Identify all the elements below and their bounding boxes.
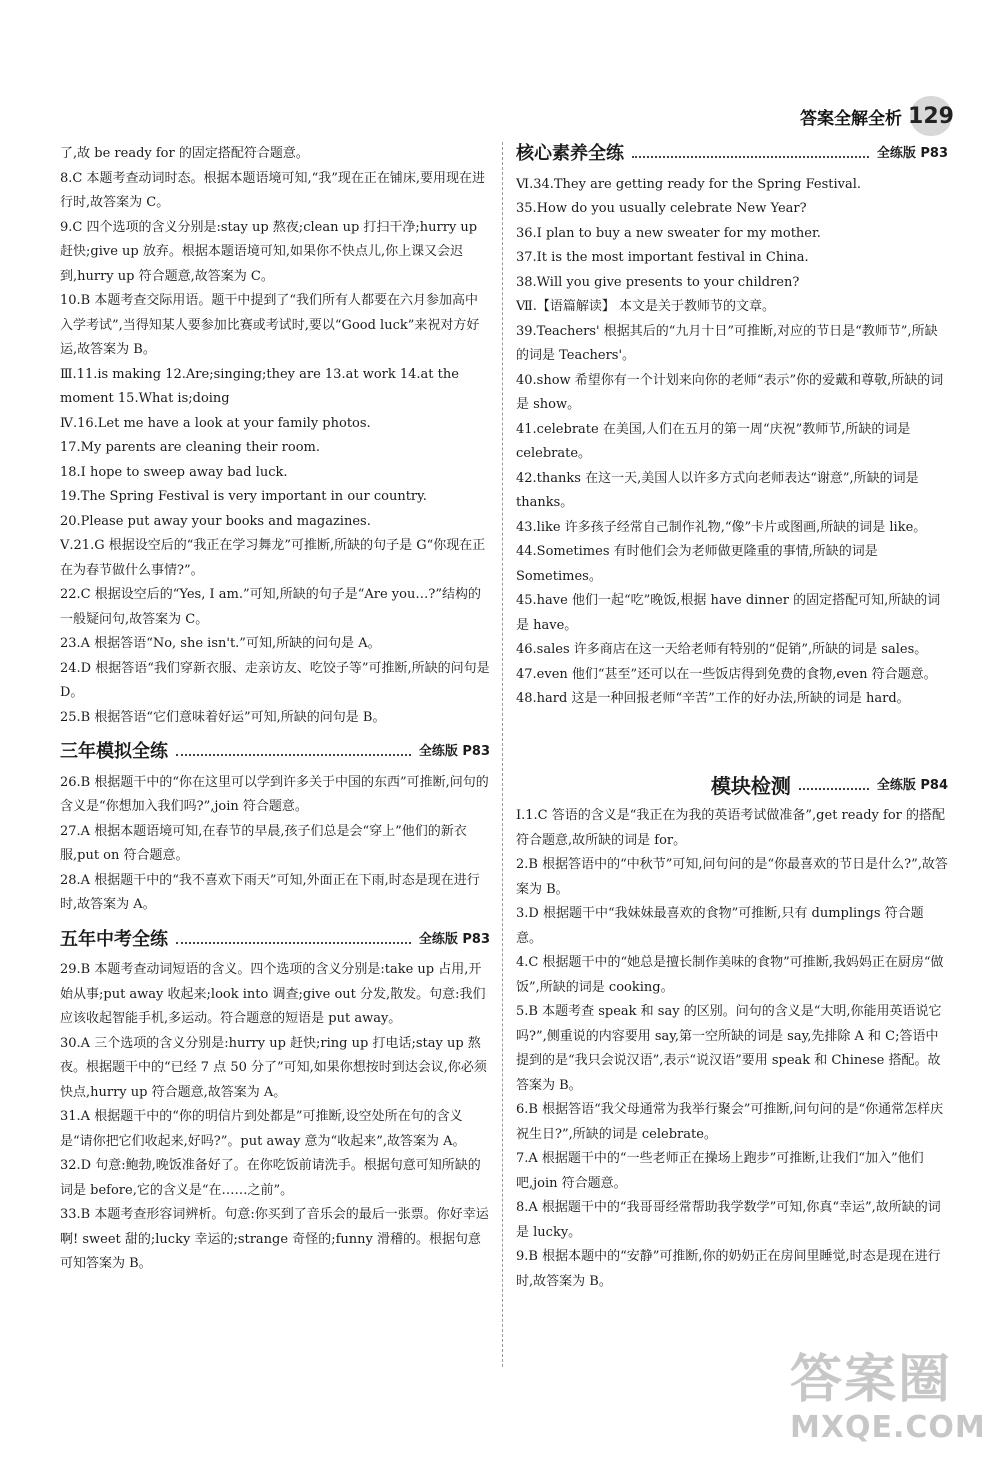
answer-item: 31.A 根据题干中的“你的明信片到处都是”可推断,设空处所在句的含义是“请你把它们收起来,好吗?”。put away 意为“收起来”,故答案为 A。 [60, 1109, 466, 1149]
answer-item: 32.D 句意:鲍勃,晚饭准备好了。在你吃饭前请洗手。根据句意可知所缺的词是 before,它的含义是“在……之前”。 [60, 1158, 481, 1198]
answer-item: 20.Please put away your books and magazines. [60, 513, 371, 529]
answer-item: 48.hard 这是一种回报老师“辛苦”工作的好办法,所缺的词是 hard。 [516, 691, 910, 706]
answer-item: 42.thanks 在这一天,美国人以许多方式向老师表达“谢意”,所缺的词是 thanks。 [516, 470, 919, 510]
answer-item: 22.C 根据设空后的“Yes, I am.”可知,所缺的句子是“Are you…?”结构的一般疑问句,故答案为 C。 [60, 587, 481, 627]
answer-item: 5.B 本题考查 speak 和 say 的区别。问句的含义是“大明,你能用英语说它吗?”,侧重说的内容要用 say,第一空所缺的词是 say,先排除 A 和 C;答语中提到的是“我只会说汉语”,表示“说汉语”要用 speak 和 Chinese 搭配。故答案为 B。 [516, 1004, 942, 1093]
section-ref: 全练版 P83 [418, 744, 490, 759]
answer-list-module [516, 804, 948, 1294]
answer-item: 6.B 根据答语“我父母通常为我举行聚会”可推断,问句问的是“你通常怎样庆祝生日?”,所缺的词是 celebrate。 [516, 1102, 944, 1142]
answer-list-b [60, 771, 490, 918]
answer-item: 47.even 他们“甚至”还可以在一些饭店得到免费的食物,even 符合题意。 [516, 666, 937, 682]
watermark-logo [790, 1349, 986, 1459]
answer-item: 23.A 根据答语“No, she isn't.”可知,所缺的问句是 A。 [60, 636, 381, 651]
section-title: 五年中考全练 [60, 928, 168, 950]
answer-item: 44.Sometimes 有时他们会为老师做更隆重的事情,所缺的词是 Sometimes。 [516, 544, 878, 584]
answer-item: 7.A 根据题干中的“一些老师正在操场上跑步”可推断,让我们“加入”他们吧,join 符合题意。 [516, 1151, 924, 1191]
answer-item: 35.How do you usually celebrate New Year? [516, 201, 807, 216]
answer-item: Ⅴ.21.G 根据设空后的“我正在学习舞龙”可推断,所缺的句子是 G“你现在正在为春节做什么事情?”。 [60, 538, 486, 578]
answer-item: Ⅲ.11.is making 12.Are;singing;they are 13.at work 14.at the moment 15.What is;doing [60, 366, 459, 406]
answer-item: 43.like 许多孩子经常自己制作礼物,“像”卡片或图画,所缺的词是 like。 [516, 519, 927, 535]
answer-item: Ⅰ.1.C 答语的含义是“我正在为我的英语考试做准备”,get ready for 的搭配符合题意,故所缺的词是 for。 [516, 808, 945, 848]
answer-item: 8.C 本题考查动词时态。根据本题语境可知,“我”现在正在铺床,要用现在进行时,故答案为 C。 [60, 170, 486, 210]
dotted-leader [799, 788, 869, 790]
watermark-mark: 答案圈 [790, 1350, 953, 1410]
answer-item: 了,故 be ready for 的固定搭配符合题意。 [60, 146, 309, 161]
answer-item: 39.Teachers' 根据其后的“九月十日”可推断,对应的节日是“教师节”,所缺的词是 Teachers'。 [516, 323, 938, 363]
left-column [60, 142, 490, 1277]
answer-item: 27.A 根据本题语境可知,在春节的早晨,孩子们总是会“穿上”他们的新衣服,put on 符合题意。 [60, 823, 467, 863]
answer-item: 4.C 根据题干中的“她总是擅长制作美味的食物”可推断,我妈妈正在厨房“做饭”,所缺的词是 cooking。 [516, 955, 944, 995]
page-number-badge: 129 [910, 96, 952, 136]
dotted-leader [632, 156, 869, 158]
answer-item: 40.show 希望你有一个计划来向你的老师“表示”你的爱戴和尊敬,所缺的词是 show。 [516, 372, 944, 412]
right-column [516, 142, 948, 1294]
answer-item: 17.My parents are cleaning their room. [60, 440, 320, 455]
answer-item: 9.B 根据本题中的“安静”可推断,你的奶奶正在房间里睡觉,时态是现在进行时,故答案为 B。 [516, 1249, 941, 1289]
answer-item: 3.D 根据题干中“我妹妹最喜欢的食物”可推断,只有 dumplings 符合题意。 [516, 906, 924, 946]
section-ref: 全练版 P83 [418, 931, 490, 947]
answer-item: 29.B 本题考查动词短语的含义。四个选项的含义分别是:take up 占用,开始从事;put away 收起来;look into 调查;give out 分发,散发。句意:我们应该收起智能手机,多运动。符合题意的短语是 put away。 [60, 962, 486, 1026]
answer-item: 45.have 他们一起“吃”晚饭,根据 have dinner 的固定搭配可知,所缺的词是 have。 [516, 593, 941, 633]
answer-list-c [60, 958, 490, 1277]
page-header [800, 96, 952, 136]
section-heading-five-year [60, 928, 490, 953]
answer-item: Ⅵ.34.They are getting ready for the Spring Festival. [516, 176, 862, 192]
answer-item: 26.B 根据题干中的“你在这里可以学到许多关于中国的东西”可推断,问句的含义是“你想加入我们吗?”,join 符合题意。 [60, 774, 489, 814]
column-divider [502, 142, 503, 1367]
dotted-leader [176, 754, 411, 756]
answer-list-a [60, 142, 490, 730]
answer-item: 2.B 根据答语中的“中秋节”可知,问句问的是“你最喜欢的节日是什么?”,故答案为 B。 [516, 857, 948, 897]
answer-item: 37.It is the most important festival in China. [516, 250, 809, 265]
answer-item: 33.B 本题考查形容词辨析。句意:你买到了音乐会的最后一张票。你好幸运啊! sweet 甜的;lucky 幸运的;strange 奇怪的;funny 滑稽的。根据句意可知答案为 B。 [60, 1207, 489, 1271]
answer-item: Ⅳ.16.Let me have a look at your family photos. [60, 415, 371, 431]
answer-item: 18.I hope to sweep away bad luck. [60, 464, 288, 480]
spacer [516, 712, 948, 764]
section-title: 模块检测 [710, 773, 791, 798]
answer-item: 19.The Spring Festival is very important in our country. [60, 489, 427, 504]
section-title: 核心素养全练 [516, 143, 624, 164]
section-heading-three-year [60, 740, 490, 765]
answer-item: 10.B 本题考查交际用语。题干中提到了“我们所有人都要在六月参加高中入学考试”,当得知某人要参加比赛或考试时,要以“Good luck”来祝对方好运,故答案为 B。 [60, 293, 480, 357]
answer-item: 25.B 根据答语“它们意味着好运”可知,所缺的问句是 B。 [60, 709, 386, 725]
answer-item: 41.celebrate 在美国,人们在五月的第一周“庆祝”教师节,所缺的词是 celebrate。 [516, 421, 911, 461]
watermark-url: MXQE.COM [790, 1410, 986, 1445]
answer-item: 46.sales 许多商店在这一天给老师有特别的“促销”,所缺的词是 sales。 [516, 642, 928, 657]
section-heading-core-literacy [516, 142, 948, 167]
answer-item: 9.C 四个选项的含义分别是:stay up 熬夜;clean up 打扫干净;hurry up 赶快;give up 放弃。根据本题语境可知,如果你不快点儿,你上课又会迟到,hurry up 符合题意,故答案为 C。 [60, 219, 478, 284]
section-heading-module-test [516, 774, 948, 799]
answer-item: 36.I plan to buy a new sweater for my mother. [516, 225, 821, 241]
answer-list-core [516, 173, 948, 712]
answer-item: 24.D 根据答语“我们穿新衣服、走亲访友、吃饺子等”可推断,所缺的问句是 D。 [60, 660, 490, 700]
answer-item: 28.A 根据题干中的“我不喜欢下雨天”可知,外面正在下雨,时态是现在进行时,故答案为 A。 [60, 872, 480, 912]
section-ref: 全练版 P84 [876, 777, 948, 793]
answer-item: 8.A 根据题干中的“我哥哥经常帮助我学数学”可知,你真“幸运”,故所缺的词是 lucky。 [516, 1200, 941, 1240]
header-title: 答案全解全析 [800, 108, 902, 129]
section-ref: 全练版 P83 [876, 146, 948, 161]
answer-item: 38.Will you give presents to your children? [516, 274, 800, 290]
section-title: 三年模拟全练 [60, 741, 168, 762]
dotted-leader [176, 942, 411, 944]
answer-item: 30.A 三个选项的含义分别是:hurry up 赶快;ring up 打电话;stay up 熬夜。根据题干中的“已经 7 点 50 分了”可知,如果你想按时到达会议,你必须快点,hurry up 符合题意,故答案为 A。 [60, 1035, 487, 1100]
answer-item: Ⅶ.【语篇解读】 本文是关于教师节的文章。 [516, 299, 776, 314]
